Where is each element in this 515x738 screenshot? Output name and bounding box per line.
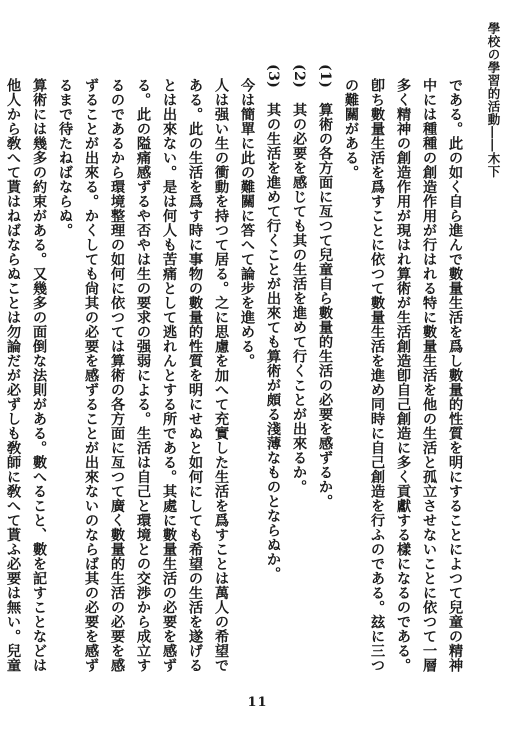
page-number: 11 xyxy=(247,695,268,710)
running-header: 學校の學習的活動――木下 xyxy=(486,22,501,178)
body-text-block xyxy=(5,64,468,684)
paragraph-intro: である。此の如く自ら進んで數量生活を爲し數量的性質を明にすることによつて兒童の精神中には種種の創造作用が行はれる特に數量生活を他の生活と孤立させないことに依つて一層多く精神の創造作用が現はれ算術が生活創造卽自己創造に多く貢獻する樣になるのである。卽ち數量生活を爲すことに依つて數量生活を進め同時に自己創造を行ふのである。玆に三つの難關がある。 xyxy=(343,78,463,673)
paragraph-arithmetic-rules: 算術には幾多の約束がある。又幾多の面倒な法則がある。數へること、數を記すことなどは他人から敎へて貰はねばならぬことは勿論だが必ずしも敎師に敎へて貰ふ必要は無い。兒童 xyxy=(5,78,47,673)
list-item-1: (1) 算術の各方面に亙つて兒童自ら數量的生活の必要を感ずるか。 xyxy=(317,64,333,509)
list-item-2: (2) 其の必要を感じても其の生活を進めて行くことが出來るか。 xyxy=(291,64,307,495)
paragraph-life-impulse: 人は强い生の衝動を持つて居る。之に思慮を加へて充實した生活を爲すことは萬人の希望である。此の生活を爲す時に事物の數量的性質を明にせぬと如何にしても希望の生活を遂げるとは出來ない。是は何人も苦痛として逃れんとする所である。其處に數量生活の必要を感ずる。此の隘痛感ずるや否やは生の要求の强弱による。生活は自己と環境との交渉から成立するのであるから環境整理の如何に依つては算術の各方面に亙つて廣く數量的生活の必要を感ずることが出來る。かくしても尙其の必要を感ずることが出來ないのならば其の必要を感ずるまで待たねばならぬ。 xyxy=(57,78,229,673)
paragraph-transition: 今は簡單に此の難關に答へて論步を進める。 xyxy=(239,78,255,369)
list-item-3: (3) 其の生活を進めて行くことが出來ても算術が頗る淺薄なものとならぬか。 xyxy=(265,64,281,582)
